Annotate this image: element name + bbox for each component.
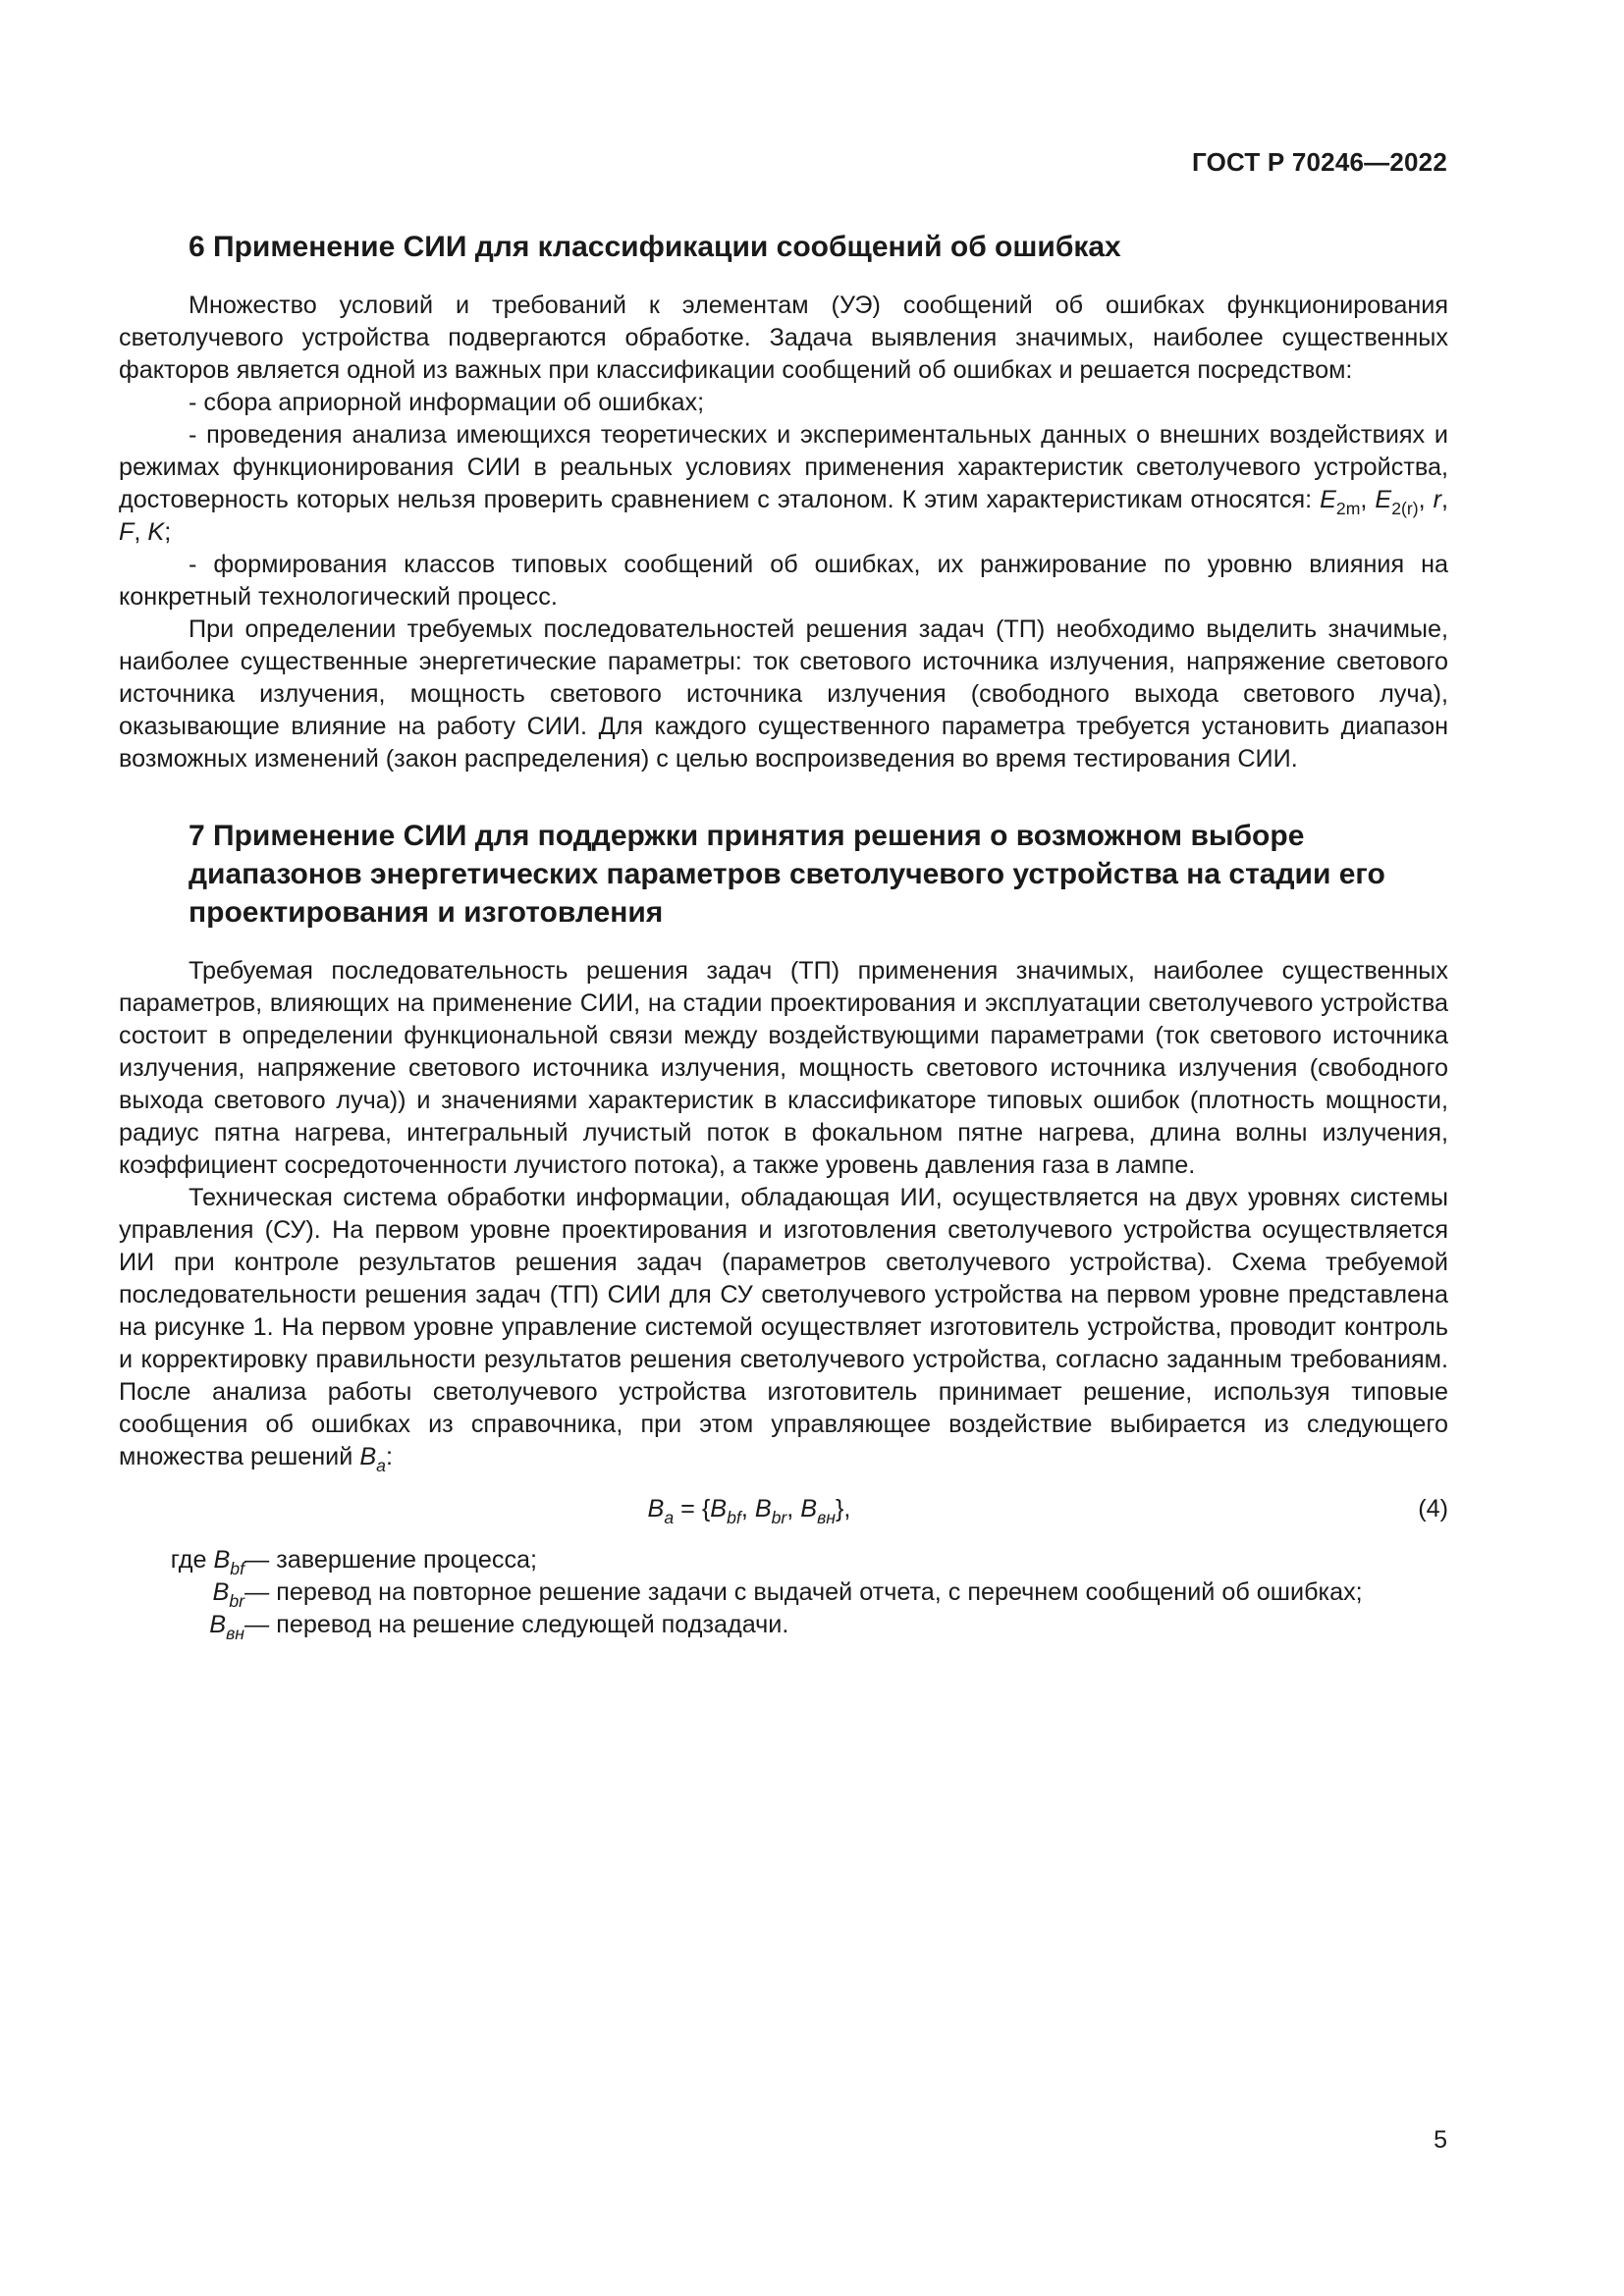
- section-7-paragraph-1: Требуемая последовательность решения задач (ТП) применения значимых, наиболее существенных параметров, влияющих на применение СИИ, на стадии проектирования и эксплуатации светолучевого устройства состоит в определении функциональной связи между воздействующими параметрами (ток светового источника излучения, напряжение светового источника излучения, мощность светового источника излучения (свободного выхода светового луча)) и значениями характеристик в классификаторе типовых ошибок (плотность мощности, радиус пятна нагрева, интегральный лучистый поток в фокальном пятне нагрева, длина волны излучения, коэффициент сосредоточенности лучистого потока), а также уровень давления газа в лампе.: [119, 957, 1448, 1179]
- page-content: [119, 228, 1448, 1644]
- symbol-separator: ,: [1418, 486, 1434, 513]
- formula-sep: ,: [786, 1495, 801, 1522]
- list-item-analysis-text: - проведения анализа имеющихся теоретических и экспериментальных данных о внешних воздействиях и режимах функционирования СИИ в реальных условиях применения характеристик светолучевого устройства, достоверность которых нельзя проверить сравнением с эталоном. К этим характеристикам относятся:: [119, 421, 1448, 513]
- where-dash: —: [244, 1578, 277, 1606]
- section-7-paragraph-2-text: Техническая система обработки информации, обладающая ИИ, осуществляется на двух уровнях системы управления (СУ). На первом уровне проектирования и изготовления светолучевого устройства осуществляется ИИ при контроле результатов решения задач (параметров светолучевого устройства). Схема требуемой последовательности решения задач (ТП) СИИ для СУ светолучевого устройства на первом уровне представлена на рисунке 1. На первом уровне управление системой осуществляет изготовитель устройства, проводит контроль и корректировку правильности результатов решения светолучевого устройства, согласно заданным требованиям. После анализа работы светолучевого устройства изготовитель принимает решение, используя типовые сообщения об ошибках из справочника, при этом управляющее воздействие выбирается из следующего множества решений: [119, 1184, 1448, 1470]
- where-term-bf: [119, 1544, 244, 1579]
- symbol-e: E: [1320, 486, 1336, 513]
- where-definition-br: [244, 1576, 1448, 1609]
- where-row-vn: [119, 1609, 1448, 1644]
- where-dash: —: [244, 1546, 277, 1574]
- definition-bf: завершение процесса;: [276, 1546, 538, 1574]
- page-number: 5: [1434, 2126, 1447, 2154]
- term-b: B: [212, 1578, 230, 1606]
- symbol-separator: ,: [134, 518, 148, 546]
- symbol-e2m-sub: 2m: [1335, 499, 1361, 519]
- section-6-heading: 6 Применение СИИ для классификации сообщений об ошибках: [189, 231, 1121, 263]
- term-sub-br: br: [229, 1591, 244, 1612]
- symbol-e2r-sub: 2(r): [1391, 499, 1419, 519]
- section-6-intro: Множество условий и требований к элементам (УЭ) сообщений об ошибках функционирования светолучевого устройства подвергаются обработке. Задача выявления значимых, наиболее существенных факторов является одной из важных при классификации сообщений об ошибках и решается посредством:: [119, 292, 1448, 384]
- term-b: B: [209, 1611, 227, 1638]
- formula-sep: ,: [740, 1495, 755, 1522]
- where-row-br: [119, 1576, 1448, 1612]
- document-code: ГОСТ Р 70246—2022: [1192, 147, 1447, 177]
- list-item-analysis: [119, 419, 1448, 549]
- symbol-b: B: [359, 1443, 377, 1470]
- symbol-separator: ,: [1441, 486, 1448, 513]
- formula-close: },: [836, 1495, 851, 1522]
- symbol-k: K: [147, 518, 165, 546]
- symbol-separator: ,: [1360, 486, 1376, 513]
- formula-sub-a: a: [664, 1508, 675, 1528]
- where-term-vn: [119, 1609, 244, 1644]
- formula-b: B: [754, 1495, 772, 1522]
- formula-sub-vn: вн: [817, 1508, 837, 1528]
- symbol-r: r: [1433, 486, 1441, 513]
- where-row-bf: [119, 1544, 1448, 1579]
- formula-b: B: [647, 1495, 665, 1522]
- list-item-apriori: - сбора априорной информации об ошибках;: [189, 389, 705, 416]
- definition-vn: перевод на решение следующей подзадачи.: [276, 1611, 789, 1638]
- formula-number: (4): [1418, 1495, 1448, 1522]
- symbol-e: E: [1375, 486, 1392, 513]
- definition-br: перевод на повторное решение задачи с выдачей отчета, с перечнем сообщений об ошибках;: [276, 1578, 1363, 1606]
- section-7-heading: 7 Применение СИИ для поддержки принятия решения о возможном выборе диапазонов энергетических параметров светолучевого устройства на стадии его проектирования и изготовления: [189, 820, 1385, 929]
- term-sub-vn: вн: [226, 1624, 244, 1644]
- term-b: B: [213, 1546, 231, 1574]
- formula-b: B: [710, 1495, 728, 1522]
- symbol-end: ;: [164, 518, 172, 546]
- formula-sub-bf: bf: [727, 1508, 741, 1528]
- formula-sub-br: br: [771, 1508, 787, 1528]
- symbol-b-sub-a: a: [376, 1456, 386, 1476]
- symbol-f: F: [119, 518, 135, 546]
- formula-b: B: [800, 1495, 818, 1522]
- formula-body: [119, 1495, 1448, 1528]
- where-definition-vn: [244, 1609, 1448, 1641]
- term-sub-bf: bf: [230, 1559, 244, 1579]
- section-6-paragraph-2: При определении требуемых последовательностей решения задач (ТП) необходимо выделить значимые, наиболее существенные энергетические параметры: ток светового источника излучения, напряжение светового источника излучения, мощность светового источника излучения (свободного выхода светового луча), оказывающие влияние на работу СИИ. Для каждого существенного параметра требуется установить диапазон возможных изменений (закон распределения) с целью воспроизведения во время тестирования СИИ.: [119, 615, 1448, 773]
- where-lead: где: [170, 1546, 214, 1574]
- where-term-br: [119, 1576, 244, 1612]
- formula-4: [119, 1481, 1448, 1536]
- list-item-classes: - формирования классов типовых сообщений об ошибках, их ранжирование по уровню влияния на конкретный технологический процесс.: [119, 551, 1448, 611]
- section-7-paragraph-2: [119, 1182, 1448, 1476]
- where-definition-bf: [244, 1544, 1448, 1576]
- paragraph-colon: :: [385, 1443, 393, 1470]
- formula-eq-open: = {: [674, 1495, 711, 1522]
- where-dash: —: [244, 1611, 277, 1638]
